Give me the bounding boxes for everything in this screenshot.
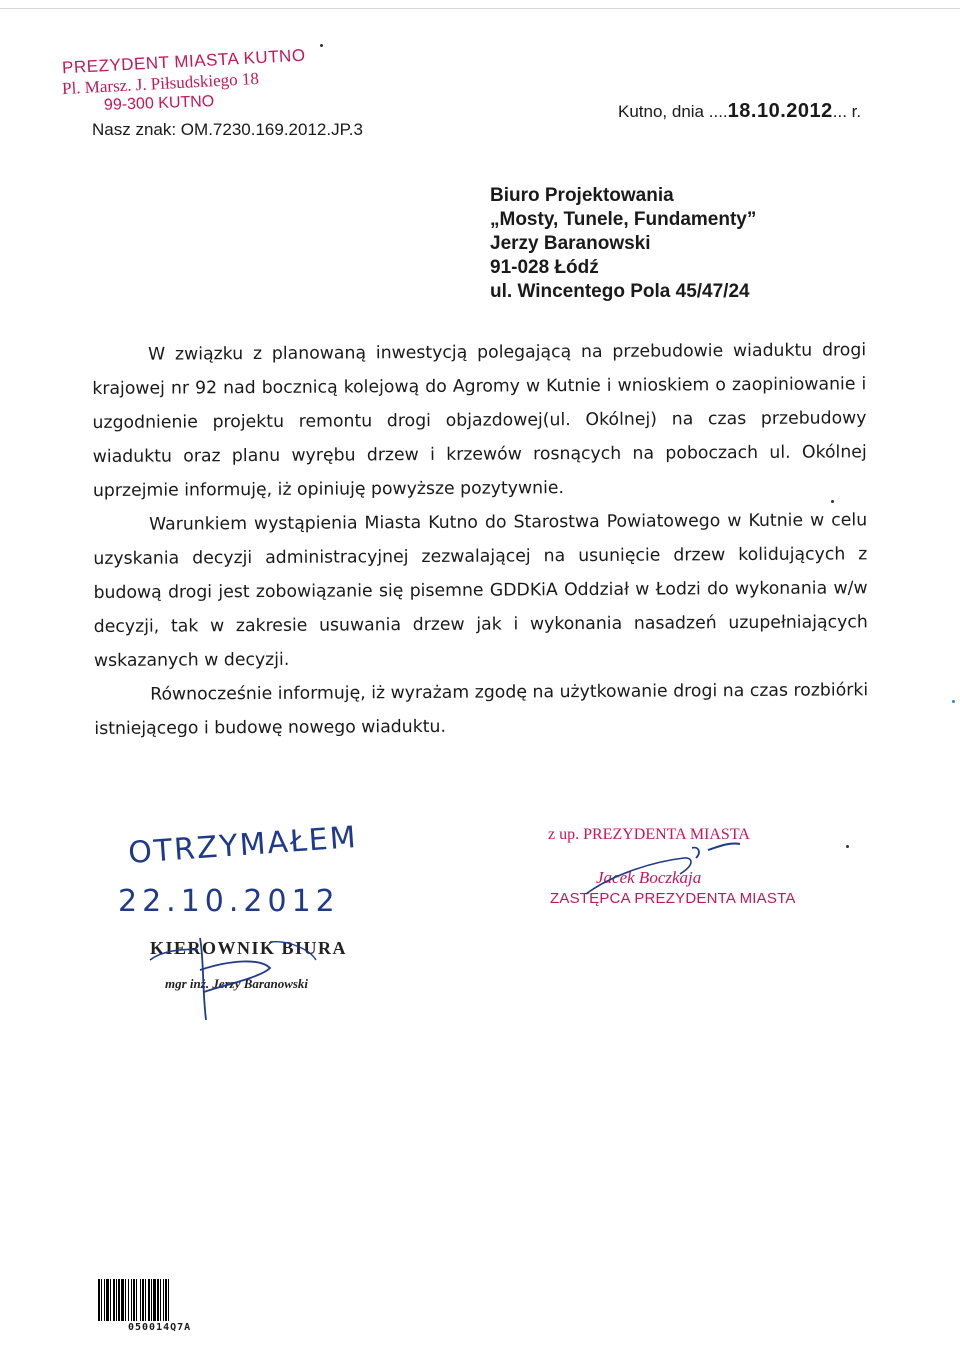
recipient-line: „Mosty, Tunele, Fundamenty” [490, 209, 757, 230]
reference-number: Nasz znak: OM.7230.169.2012.JP.3 [92, 120, 363, 139]
scan-speck [831, 500, 834, 503]
recipient-address [490, 184, 756, 304]
recipient-line: Biuro Projektowania [490, 185, 674, 206]
receiver-signature-icon [140, 930, 340, 1025]
letter-body [92, 333, 868, 746]
date-prefix: Kutno, dnia [618, 102, 709, 121]
date-handwritten: 18.10.2012 [727, 100, 833, 122]
handwritten-received-note: OTRZYMAŁEM [127, 820, 359, 871]
signature-stamp-authority: z up. PREZYDENTA MIASTA [548, 826, 750, 843]
scan-speck [952, 700, 955, 703]
deputy-signature-icon [580, 836, 770, 896]
paragraph: Warunkiem wystąpienia Miasta Kutno do Starostwa Powiatowego w Kutnie w celu uzyskania decyzji administracyjnej zezwalającej na usunięcie drzew kolidujących z budową drogi jest zobowiązanie się pisemne GDDKiA Oddział w Łodzi do wykonania w/w decyzji, tak w zakresie usuwania drzew jak i wykonania nasadzeń uzupełniających wskazanych w decyzji. [93, 510, 868, 671]
signature-stamp-name: Jacek Boczkaja [596, 868, 702, 887]
scan-speck [320, 44, 323, 47]
handwritten-received-date: 22.10.2012 [118, 884, 340, 919]
date-dots: .... [708, 102, 728, 121]
letter-date [618, 100, 861, 123]
recipient-line: ul. Wincentego Pola 45/47/24 [490, 281, 750, 302]
barcode [98, 1279, 218, 1321]
date-suffix: ... r. [832, 102, 862, 121]
recipient-line: 91-028 Łódź [490, 257, 599, 278]
paragraph: Równocześnie informuję, iż wyrażam zgodę na użytkowanie drogi na czas rozbiórki istniejącego i budowę nowego wiaduktu. [94, 680, 869, 739]
sender-stamp-title: PREZYDENT MIASTA KUTNO [61, 45, 306, 78]
sender-stamp-city: 99-300 KUTNO [103, 93, 215, 114]
signature-stamp-title: ZASTĘPCA PREZYDENTA MIASTA [550, 890, 796, 907]
paragraph: W związku z planowaną inwestycją polegającą na przebudowie wiaduktu drogi krajowej nr 92 nad bocznicą kolejową do Agromy w Kutnie i wnioskiem o zaopiniowanie i uzgodnienie projektu remontu drogi objazdowej(ul. Okólnej) na czas przebudowy wiaduktu oraz planu wyrębu drzew i krzewów rosnących na poboczach ul. Okólnej uprzejmie informuję, iż opiniuję powyższe pozytywnie. [92, 340, 867, 501]
scan-speck [846, 845, 849, 848]
recipient-line: Jerzy Baranowski [490, 233, 651, 254]
sender-stamp-street: Pl. Marsz. J. Piłsudskiego 18 [61, 68, 260, 99]
page-top-edge [0, 8, 960, 9]
receiver-stamp-title: KIEROWNIK BIURA [150, 938, 348, 958]
barcode-number: 050014Q7A [128, 1322, 192, 1333]
barcode-bar [169, 1279, 171, 1321]
receiver-stamp-name: mgr inż. Jerzy Baranowski [165, 976, 309, 991]
